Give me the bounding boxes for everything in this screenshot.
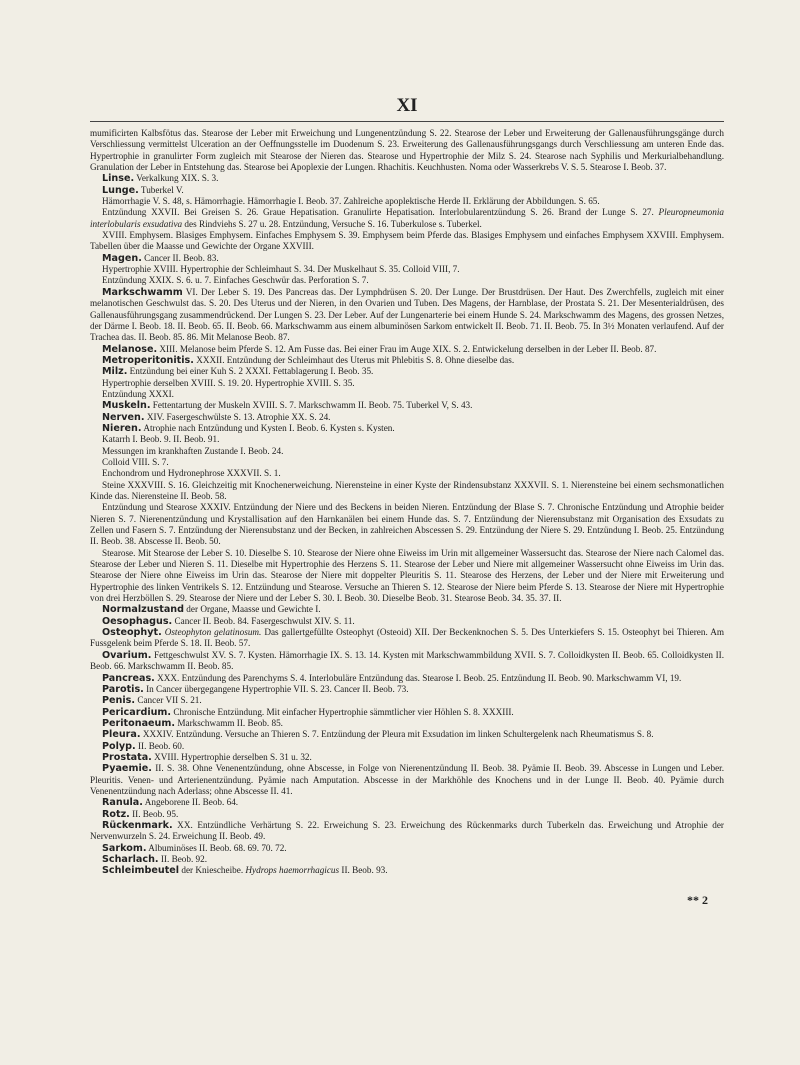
index-text: XVIII. Emphysem. Blasiges Emphysem. Einfaches Emphysem S. 39. Emphysem beim Pferde das. Blasiges Emphysem und einfaches Emphysem XXVIII. Emphysem. Tabellen über die Maasse und Gewichte der Organe XXVIII. (90, 230, 724, 252)
index-text: Colloid VIII. S. 7. (102, 456, 169, 467)
index-text: Enchondrom und Hydronephrose XXXVII. S. 1. (102, 468, 281, 479)
index-text: Cancer VII S. 21. (135, 695, 202, 706)
index-text: XXX. Entzündung des Parenchyms S. 4. Interlobuläre Entzündung das. Stearose I. Beob. 25. Entzündung II. Beob. 90. Markschwamm VI, 19. (154, 672, 682, 683)
index-entry (90, 389, 724, 400)
index-entry (90, 627, 724, 650)
index-entry (90, 616, 724, 627)
index-entry (90, 707, 724, 718)
index-entry (90, 400, 724, 411)
index-text: Stearose. Mit Stearose der Leber S. 10. Dieselbe S. 10. Stearose der Niere ohne Eiweiss im Urin mit allgemeiner Wassersucht das. Stearose der Niere nach Calomel das. Stearose der Leber und Nieren S. 11. Dieselbe mit Hypertrophie des Herzens S. 11. Stearose der Leber und Niere mit allgemeiner Wassersucht ohne Eiweiss im Urin das. Stearose der Niere ohne Eiweiss im Urin das. Stearose der Niere mit doppelter Pleuritis S. 11. Stearose des Herzens, der Leber und der Niere mit Erweiterung und Hypertrophie des linken Ventrikels S. 12. Entzündung und Stearose. Versuche an Thieren S. 12. Stearose der Niere beim Pferde S. 13. Stearose der Niere mit Hypertrophie von drei Herzböllen S. 29. Stearose der Niere und der Leber S. 30. I. Beob. 30. Dieselbe Beob. 31. Stearose Beob. 34. 35. 37. II. (90, 547, 724, 604)
index-entry (90, 207, 724, 230)
index-text: Verkalkung XIX. S. 3. (134, 173, 219, 184)
index-text: II. Beob. 95. (129, 808, 179, 819)
index-entry (90, 355, 724, 366)
index-body (90, 128, 724, 877)
index-entry (90, 480, 724, 503)
index-text: Entzündung und Stearose XXXIV. Entzündung der Niere und des Beckens in beiden Nieren. Entzündung der Blase S. 7. Chronische Entzündung und Atrophie beider Nieren S. 7. Nierenentzündung und Krystallisation auf den Harnkanälen bei einem Hunde das. S. 7. Entzündung der Nierensubstanz mit Organisation des Exsudats zu Zellen und Fasern S. 7. Entzündung der Nierensubstanz und der Becken, in zahlreichen Abscessen S. 29. Entzündung der Niere S. 29. Entzündung I. Beob. 25. Entzündung II. Beob. 38. Abscesse II. Beob. 50. (90, 502, 724, 547)
index-entry (90, 763, 724, 797)
index-keyword: Nieren. (102, 422, 142, 434)
index-text: Hypertrophie XVIII. Hypertrophie der Schleimhaut S. 34. Der Muskelhaut S. 35. Colloid VIII, 7. (102, 264, 460, 275)
index-keyword: Markschwamm (102, 286, 183, 298)
index-entry (90, 378, 724, 389)
index-keyword: Linse. (102, 173, 135, 185)
index-text: XVIII. Hypertrophie derselben S. 31 u. 32. (151, 751, 312, 762)
index-entry (90, 423, 724, 434)
index-text: Hämorrhagie V. S. 48, s. Hämorrhagie. Hämorrhagie I. Beob. 37. Zahlreiche apoplektische Herde II. Erklärung der Abbildungen. S. 65. (102, 196, 600, 207)
index-text: Messungen im krankhaften Zustande I. Beob. 24. (102, 445, 284, 456)
index-entry (90, 502, 724, 547)
index-keyword: Lunge. (102, 184, 139, 196)
index-italic-text: Hydrops haemorrhagicus (245, 865, 340, 876)
index-keyword: Rotz. (102, 808, 130, 820)
index-text: XXXII. Entzündung der Schleimhaut des Uterus mit Phlebitis S. 8. Ohne dieselbe das. (193, 354, 515, 365)
index-text: Entzündung XXVII. Bei Greisen S. 26. Graue Hepatisation. Granulirte Hepatisation. Interlobularentzündung S. 26. Brand der Lunge S. 27. (102, 207, 659, 218)
index-entry (90, 684, 724, 695)
index-entry (90, 412, 724, 423)
index-italic-text: Pleuropneumonia interlobularis exsudativa (90, 207, 724, 229)
index-entry (90, 196, 724, 207)
index-text: Tuberkel V. (138, 184, 184, 195)
index-entry (90, 287, 724, 344)
index-entry (90, 673, 724, 684)
index-text: des Rindviehs S. 27 u. 28. Entzündung, Versuche S. 16. Tuberkulose s. Tuberkel. (182, 218, 482, 229)
index-entry (90, 264, 724, 275)
index-keyword: Prostata. (102, 751, 152, 763)
index-text: Steine XXXVIII. S. 16. Gleichzeitig mit Knochenerweichung. Nierensteine in einer Kyste der Rindensubstanz XXXVII. S. 1. Nierensteine bei einem sechsmonatlichen Kinde das. Nierensteine II. Beob. 58. (90, 479, 724, 501)
index-entry (90, 344, 724, 355)
sheet-signature: ** 2 (687, 893, 708, 907)
index-text: II. Beob. 93. (339, 865, 388, 876)
index-keyword: Muskeln. (102, 400, 151, 412)
index-entry (90, 275, 724, 286)
index-entry (90, 797, 724, 808)
index-text: Hypertrophie derselben XVIII. S. 19. 20. Hypertrophie XVIII. S. 35. (102, 377, 355, 388)
index-keyword: Penis. (102, 695, 136, 707)
index-text: In Cancer übergegangene Hypertrophie VII. S. 23. Cancer II. Beob. 73. (143, 683, 409, 694)
index-keyword: Metroperitonitis. (102, 354, 194, 366)
index-keyword: Magen. (102, 252, 142, 264)
index-entry (90, 457, 724, 468)
index-text: der Kniescheibe. (179, 865, 246, 876)
index-text: der Organe, Maasse und Gewichte I. (184, 604, 321, 615)
index-text: XX. Entzündliche Verhärtung S. 22. Erweichung S. 23. Erweichung des Rückenmarks durch Tuberkeln das. Erweichung und Atrophie der Nervenwurzeln S. 24. Erweichung II. Beob. 49. (90, 819, 724, 842)
index-keyword: Scharlach. (102, 854, 159, 865)
index-entry (90, 718, 724, 729)
index-entry (90, 729, 724, 740)
page-number: XI (396, 95, 418, 116)
index-text: Katarrh I. Beob. 9. II. Beob. 91. (102, 434, 220, 445)
index-text: Fettentartung der Muskeln XVIII. S. 7. Markschwamm II. Beob. 75. Tuberkel V, S. 43. (150, 400, 473, 411)
header-rule (90, 121, 724, 122)
index-keyword: Ovarium. (102, 649, 152, 661)
index-keyword: Pericardium. (102, 706, 172, 718)
index-keyword: Osteophyt. (102, 627, 162, 639)
index-entry (90, 173, 724, 184)
index-keyword: Oesophagus. (102, 615, 173, 627)
index-text: Cancer II. Beob. 84. Fasergeschwulst XIV. S. 11. (172, 615, 355, 626)
index-entry (90, 604, 724, 615)
index-text: Entzündung XXXI. (102, 388, 174, 399)
index-text: II. S. 38. Ohne Venenentzündung, ohne Abscesse, in Folge von Nierenentzündung II. Beob. 38. Pyämie II. Beob. 39. Abscesse in Lungen und Leber. Pleuritis. Venen- und Arterienentzündung. Pyämie nach Amputation. Abscesse in der Markhöhle des Knochens und in der Lunge II. Beob. 40. Pyämie durch Venenentzündung nach Aderlass; ohne Abscesse II. 41. (90, 763, 724, 796)
index-keyword: Pyaemie. (102, 763, 152, 775)
index-keyword: Milz. (102, 366, 128, 378)
index-keyword: Rückenmark. (102, 819, 173, 831)
index-keyword: Melanose. (102, 343, 158, 355)
index-text: Chronische Entzündung. Mit einfacher Hypertrophie sämmtlicher vier Höhlen S. 8. XXXIII. (171, 706, 514, 717)
index-text: Angeborene II. Beob. 64. (142, 797, 239, 808)
index-entry (90, 366, 724, 377)
index-entry (90, 843, 724, 854)
index-text: Cancer II. Beob. 83. (141, 252, 219, 263)
index-text: Das gallertgefüllte Osteophyt (Osteoid) XII. Der Beckenknochen S. 5. Des Unterkiefers S. 15. Osteophyt bei Thieren. Am Fussgelenk beim Pferde S. 18. II. Beob. 57. (90, 627, 725, 649)
index-text: XIII. Melanose beim Pferde S. 12. Am Fusse das. Bei einer Frau im Auge XIX. S. 2. Entwickelung derselben in der Leber II. Beob. 87. (157, 343, 657, 354)
index-keyword: Peritonaeum. (102, 717, 176, 729)
index-text: Entzündung bei einer Kuh S. 2 XXXI. Fettablagerung I. Beob. 35. (127, 366, 374, 377)
index-entry (90, 809, 724, 820)
index-entry (90, 548, 724, 605)
index-text: VI. Der Leber S. 19. Des Pancreas das. Der Lymphdrüsen S. 20. Der Lunge. Der Brustdrüsen. Der Haut. Des Zwerchfells, zugleich mit einer melanotischen Geschwulst das. S. 20. Des Uterus und der Nieren, in den Ovarien und Tuben. Des Magens, der Harnblase, der Prostata S. 21. Der Mesenterialdrüsen, des Gallenausführungsgang zusammendrückend. Der Lungen S. 23. Der Leber. Auf der Lungenarterie bei einem Hunde S. 24. Markschwamm des Magens, des grossen Netzes, der Därme I. Beob. 18. II. Beob. 65. II. Beob. 66. Markschwamm aus einem albuminösen Sarkom entwickelt II. Beob. 71. II. Beob. 75. In 3½ Monaten verlaufend. Auf der Trachea das. II. Beob. 85. 86. Mit Melanose Beob. 87. (90, 286, 724, 343)
index-text: Atrophie nach Entzündung und Kysten I. Beob. 6. Kysten s. Kysten. (141, 422, 395, 433)
index-entry (90, 695, 724, 706)
index-text: Markschwamm II. Beob. 85. (175, 717, 283, 728)
index-text: mumificirten Kalbsfötus das. Stearose der Leber mit Erweichung und Lungenentzündung S. 22. Stearose der Leber und Erweiterung der Gallenausführungsgänge durch Verschliessung vermittelst Ulceration an der Oeffnungsstelle im Duodenum S. 23. Erweiterung des Gallenausführungsgangs durch Verschliessung am unteren Ende das. Hypertrophie in granulirter Form zugleich mit Stearose der Nieren das. Stearose und Hypertrophie der Milz S. 24. Stearose nach Syphilis und Merkurialbehandlung. Granulation der Leber in Entstehung das. Stearose bei Apoplexie der Lungen. Rhachitis. Keuchhusten. Noma oder Wasserkrebs V. S. 5. Stearose I. Beob. 37. (90, 128, 724, 173)
index-keyword: Parotis. (102, 683, 144, 695)
index-text: II. Beob. 60. (135, 740, 185, 751)
index-entry (90, 230, 724, 253)
index-text: XXXIV. Entzündung. Versuche an Thieren S. 7. Entzündung der Pleura mit Exsudation im linken Schultergelenk nach Rheumatismus S. 8. (140, 729, 654, 740)
index-text: Entzündung XXIX. S. 6. u. 7. Einfaches Geschwür das. Perforation S. 7. (102, 275, 369, 286)
index-entry (90, 446, 724, 457)
index-entry (90, 253, 724, 264)
index-keyword: Ranula. (102, 797, 143, 809)
index-entry (90, 434, 724, 445)
index-text: II. Beob. 92. (158, 854, 208, 864)
index-keyword: Sarkom. (102, 842, 147, 854)
index-keyword: Pleura. (102, 729, 141, 741)
index-keyword: Nerven. (102, 411, 145, 423)
index-keyword: Schleimbeutel (102, 865, 180, 877)
index-entry (90, 650, 724, 673)
index-entry (90, 128, 724, 173)
index-italic-text: Osteophyton gelatinosum. (164, 627, 262, 638)
index-entry (90, 854, 724, 865)
index-keyword: Pancreas. (102, 672, 155, 684)
index-keyword: Normalzustand (102, 604, 184, 616)
index-entry (90, 865, 724, 876)
index-entry (90, 752, 724, 763)
index-entry (90, 741, 724, 752)
index-keyword: Polyp. (102, 740, 136, 752)
index-entry (90, 468, 724, 479)
index-text: Fettgeschwulst XV. S. 7. Kysten. Hämorrhagie IX. S. 13. 14. Kysten mit Markschwammbildung XVII. S. 7. Colloidkysten II. Beob. 65. Colloidkysten II. Beob. 66. Markschwamm II. Beob. 85. (90, 649, 724, 672)
index-text: Albuminöses II. Beob. 68. 69. 70. 72. (146, 842, 287, 853)
index-entry (90, 820, 724, 843)
index-text: XIV. Fasergeschwülste S. 13. Atrophie XX. S. 24. (144, 411, 331, 422)
index-entry (90, 185, 724, 196)
